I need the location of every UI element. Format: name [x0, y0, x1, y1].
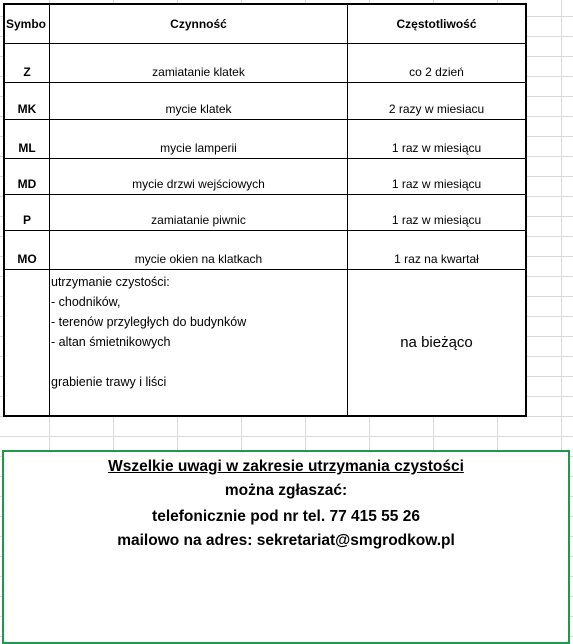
empty-symbol-cell[interactable] — [5, 270, 50, 415]
table-row — [5, 120, 525, 159]
notes-line: - altan śmietnikowych — [51, 335, 171, 349]
table-row-notes — [5, 270, 525, 415]
table-header-row — [5, 5, 525, 44]
frequency-cell[interactable]: 1 raz w miesiącu — [391, 177, 482, 191]
header-activity[interactable]: Czynność — [50, 5, 348, 43]
table-row — [5, 44, 525, 83]
contact-info-box[interactable] — [2, 450, 570, 644]
activity-cell[interactable]: zamiatanie klatek — [50, 44, 348, 82]
symbol-cell[interactable]: MD — [5, 159, 50, 194]
contact-email: mailowo na adres: sekretariat@smgrodkow.pl — [117, 532, 455, 549]
cleaning-schedule-table — [3, 3, 527, 417]
table-row — [5, 195, 525, 231]
notes-line: - chodników, — [51, 295, 121, 309]
activity-cell[interactable]: mycie okien na klatkach — [50, 231, 348, 269]
frequency-cell[interactable]: co 2 dzień — [409, 65, 464, 79]
table-row — [5, 231, 525, 270]
notes-line: grabienie trawy i liści — [51, 375, 167, 389]
header-frequency[interactable]: Częstotliwość — [396, 17, 477, 31]
table-row — [5, 159, 525, 195]
table-row — [5, 83, 525, 120]
symbol-cell[interactable]: P — [5, 195, 50, 230]
activity-cell[interactable]: mycie drzwi wejściowych — [50, 159, 348, 194]
frequency-cell[interactable]: 1 raz w miesiącu — [391, 141, 482, 155]
symbol-cell[interactable]: ML — [5, 120, 50, 158]
notes-frequency-cell[interactable]: na bieżąco — [400, 334, 473, 351]
header-symbol[interactable]: Symbo — [5, 5, 50, 43]
contact-phone: telefonicznie pod nr tel. 77 415 55 26 — [152, 508, 420, 525]
symbol-cell[interactable]: MK — [5, 83, 50, 119]
notes-line: utrzymanie czystości: — [51, 275, 170, 289]
notes-line: - terenów przyległych do budynków — [51, 315, 247, 329]
symbol-cell[interactable]: MO — [5, 231, 50, 269]
contact-subheading: można zgłaszać: — [224, 482, 348, 499]
frequency-cell[interactable]: 2 razy w miesiacu — [388, 102, 485, 116]
symbol-cell[interactable]: Z — [5, 44, 50, 82]
activity-cell[interactable]: mycie lamperii — [50, 120, 348, 158]
frequency-cell[interactable]: 1 raz w miesiącu — [391, 213, 482, 227]
notes-cell[interactable] — [50, 270, 348, 415]
notes-line — [51, 352, 347, 372]
frequency-cell[interactable]: 1 raz na kwartał — [394, 252, 479, 266]
activity-cell[interactable]: zamiatanie piwnic — [50, 195, 348, 230]
contact-heading: Wszelkie uwagi w zakresie utrzymania czystości — [108, 458, 464, 475]
activity-cell[interactable]: mycie klatek — [50, 83, 348, 119]
